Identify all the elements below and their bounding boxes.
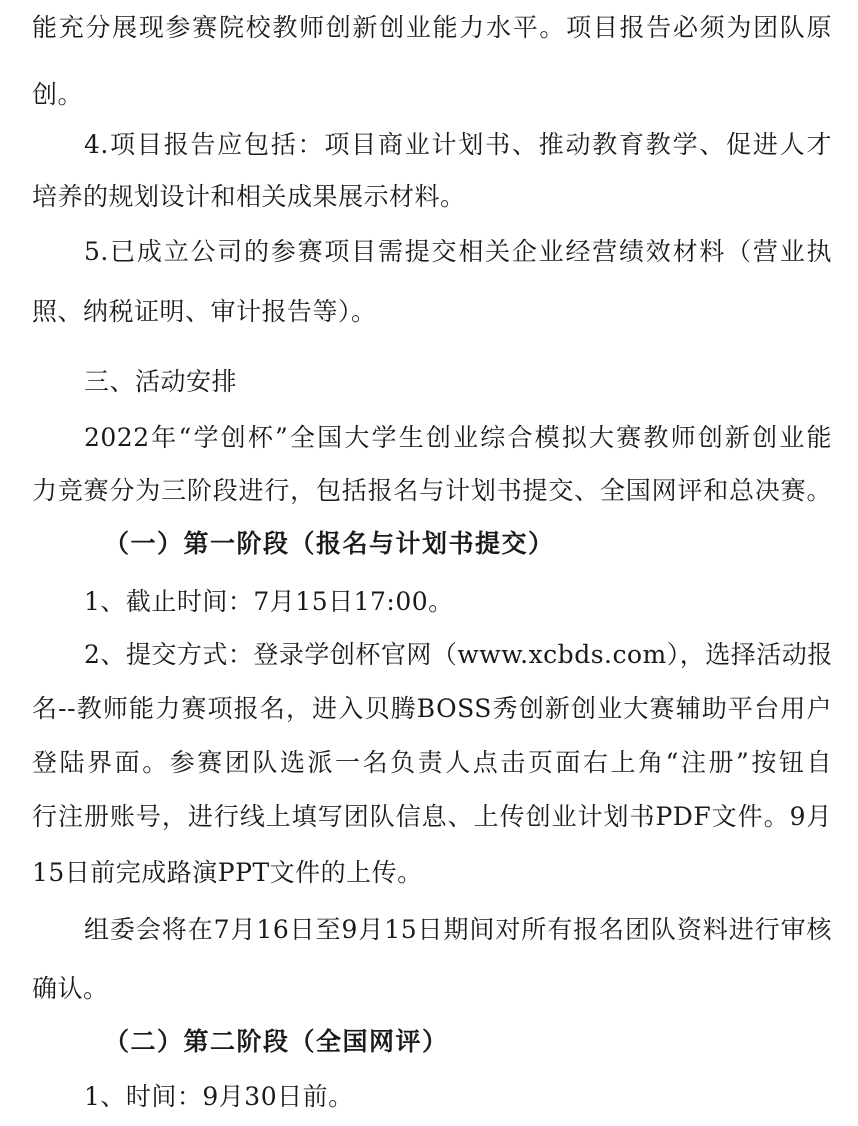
paragraph-line: 15日前完成路演PPT文件的上传。 <box>32 858 423 887</box>
paragraph-line: 登陆界面。参赛团队选派一名负责人点击页面右上角“注册”按钮自 <box>32 748 832 777</box>
list-item-line: 1、时间：9月30日前。 <box>84 1082 354 1111</box>
paragraph-line: 组委会将在7月16日至9月15日期间对所有报名团队资料进行审核 <box>84 915 832 944</box>
paragraph-line: 培养的规划设计和相关成果展示材料。 <box>32 182 466 211</box>
paragraph-line: 力竞赛分为三阶段进行，包括报名与计划书提交、全国网评和总决赛。 <box>32 476 832 505</box>
list-item-line: 1、截止时间：7月15日17:00。 <box>84 587 454 616</box>
list-item-line: 4.项目报告应包括：项目商业计划书、推动教育教学、促进人才 <box>84 130 832 159</box>
paragraph-line: 照、纳税证明、审计报告等）。 <box>32 297 377 326</box>
list-item-line: 2、提交方式：登录学创杯官网（www.xcbds.com），选择活动报 <box>84 640 833 669</box>
list-item-line: 5.已成立公司的参赛项目需提交相关企业经营绩效材料（营业执 <box>84 237 832 266</box>
paragraph-line: 创。 <box>32 80 84 109</box>
paragraph-line: 能充分展现参赛院校教师创新创业能力水平。项目报告必须为团队原 <box>32 13 832 42</box>
paragraph-line: 确认。 <box>32 974 109 1003</box>
subsection-heading: （一）第一阶段（报名与计划书提交） <box>104 529 555 558</box>
paragraph-line: 行注册账号，进行线上填写团队信息、上传创业计划书PDF文件。9月 <box>32 802 832 831</box>
subsection-heading: （二）第二阶段（全国网评） <box>104 1027 449 1056</box>
paragraph-line: 名--教师能力赛项报名，进入贝腾BOSS秀创新创业大赛辅助平台用户 <box>32 694 832 723</box>
paragraph-line: 2022年“学创杯”全国大学生创业综合模拟大赛教师创新创业能 <box>84 423 832 452</box>
section-heading: 三、活动安排 <box>84 367 238 396</box>
